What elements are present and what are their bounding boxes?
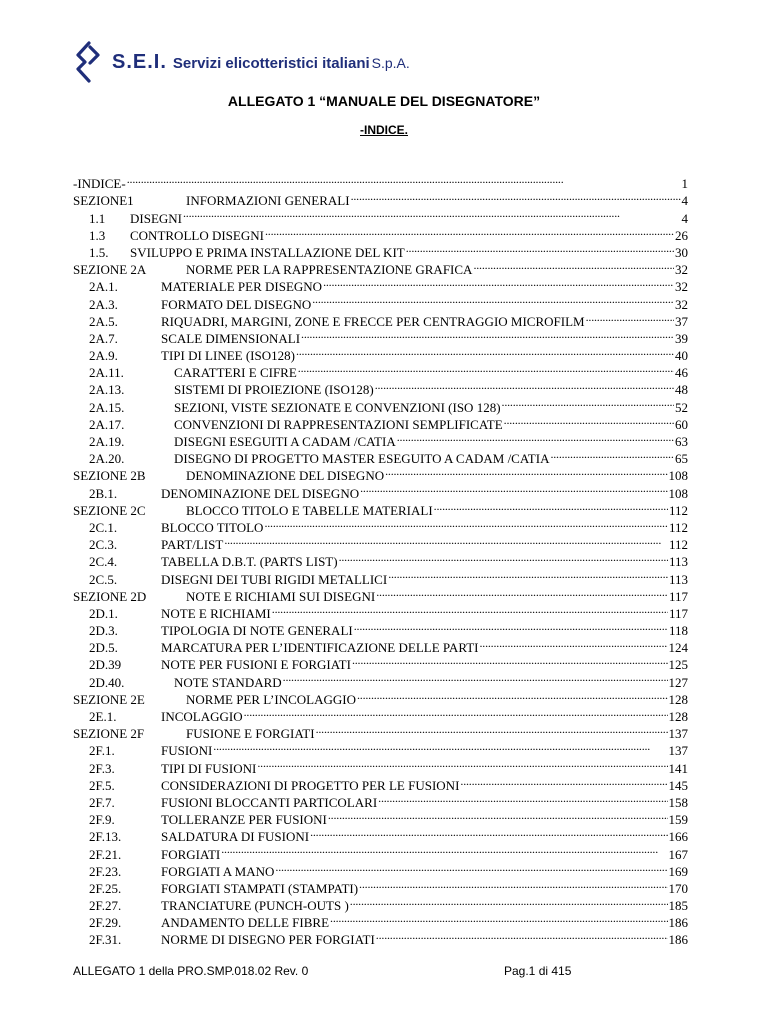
toc-entry[interactable] [73, 652, 688, 673]
toc-dot-leader [282, 669, 668, 686]
toc-entry[interactable] [73, 618, 688, 639]
toc-entry-page: 112 [668, 519, 688, 535]
toc-entry-title: DISEGNI [130, 210, 182, 226]
toc-dot-leader [549, 446, 674, 463]
toc-entry-number: 2A.7. [89, 330, 118, 346]
toc-entry-page: 128 [668, 691, 688, 707]
toc-dot-leader [375, 584, 668, 601]
toc-entry-number: 2F.1. [89, 743, 115, 759]
toc-entry-page: 37 [675, 313, 688, 329]
toc-entry[interactable] [73, 326, 688, 346]
toc-entry-number: 1.1 [89, 210, 106, 226]
toc-entry-title: TRANCIATURE (PUNCH-OUTS ) [161, 898, 349, 914]
toc-entry-title: BLOCCO TITOLO [161, 519, 264, 535]
toc-entry[interactable] [73, 498, 688, 518]
toc-dot-leader [329, 910, 667, 927]
toc-entry-page: 30 [675, 244, 688, 260]
toc-dot-leader [358, 876, 667, 893]
toc-entry-page: 48 [675, 382, 688, 398]
toc-entry-page: 26 [675, 227, 688, 243]
toc-entry-number: 2C.3. [89, 537, 118, 553]
sei-swirl-logo-icon [72, 41, 102, 83]
toc-entry[interactable] [73, 669, 688, 690]
toc-dot-leader [433, 498, 668, 515]
toc-entry-number: 2F.9. [89, 812, 115, 828]
footer-page-info: Pag.1 di 415 [504, 964, 572, 978]
toc-entry-title: RIQUADRI, MARGINI, ZONE E FRECCE PER CENTRAGGIO MICROFILM [161, 313, 585, 329]
toc-entry-title: CARATTERI E CIFRE [174, 365, 297, 381]
toc-dot-leader [396, 429, 674, 446]
toc-entry-number: SEZIONE1 [73, 193, 134, 209]
toc-entry-title: MATERIALE PER DISEGNO [161, 279, 323, 295]
toc-entry-page: 108 [668, 468, 688, 484]
toc-entry-title: FUSIONI BLOCCANTI PARTICOLARI [161, 794, 378, 810]
toc-entry-page: 46 [675, 365, 688, 381]
toc-entry-title: DISEGNO DI PROGETTO MASTER ESEGUITO A CADAM /CATIA [174, 451, 550, 467]
toc-entry-page: 127 [668, 674, 688, 690]
toc-entry[interactable] [73, 549, 688, 570]
toc-entry-title: NOTE E RICHIAMI SUI DISEGNI [186, 588, 376, 604]
toc-entry-page: 128 [668, 709, 688, 724]
toc-entry[interactable] [73, 223, 688, 243]
toc-entry[interactable] [73, 205, 688, 226]
toc-entry[interactable] [73, 927, 688, 948]
toc-dot-leader [356, 687, 668, 704]
toc-dot-leader [300, 326, 674, 343]
toc-entry-page: 186 [668, 932, 688, 948]
logo-brand: S.E.I. [112, 50, 167, 73]
toc-entry-number: 2A.11. [89, 365, 124, 381]
toc-dot-leader [256, 755, 667, 772]
toc-entry[interactable] [73, 910, 688, 931]
toc-entry-number: 2A.3. [89, 296, 118, 312]
toc-entry[interactable] [73, 429, 688, 449]
toc-dot-leader [585, 309, 674, 326]
toc-entry-number: 2F.21. [89, 846, 122, 862]
toc-entry-number: -INDICE- [73, 176, 126, 192]
logo-suffix: S.p.A. [371, 54, 410, 71]
toc-entry-page: 117 [668, 588, 688, 604]
toc-entry-number: 2F.23. [89, 863, 122, 879]
toc-entry-page: 108 [668, 485, 688, 501]
toc-entry-title: FORGIATI [161, 846, 221, 862]
toc-entry-title: NORME PER L’INCOLAGGIO [186, 691, 356, 707]
toc-entry-number: 2A.20. [89, 451, 125, 467]
toc-dot-leader [327, 807, 668, 824]
toc-entry-title: SEZIONI, VISTE SEZIONATE E CONVENZIONI (ISO 128) [174, 399, 501, 415]
toc-entry-number: 2C.1. [89, 519, 118, 535]
toc-entry-title: DENOMINAZIONE DEL DISEGNO [186, 468, 385, 484]
toc-entry-title: ANDAMENTO DELLE FIBRE [161, 915, 330, 931]
toc-dot-leader [220, 841, 667, 858]
toc-entry[interactable] [73, 807, 688, 828]
toc-entry-title: FORMATO DEL DISEGNO [161, 296, 312, 312]
toc-entry[interactable] [73, 790, 688, 810]
toc-entry-title: TOLLERANZE PER FUSIONI [161, 812, 327, 828]
table-of-contents [73, 171, 688, 948]
toc-dot-leader [271, 601, 668, 618]
toc-dot-leader [212, 738, 667, 755]
toc-entry[interactable] [73, 515, 688, 535]
toc-dot-leader [478, 635, 667, 652]
toc-entry-page: 52 [675, 399, 688, 415]
toc-entry[interactable] [73, 841, 688, 862]
toc-dot-leader [350, 188, 681, 205]
toc-entry-title: SVILUPPO E PRIMA INSTALLAZIONE DEL KIT [130, 244, 405, 260]
toc-entry-page: 158 [668, 794, 688, 810]
toc-entry-number: 2F.7. [89, 794, 115, 810]
toc-entry-page: 112 [668, 502, 688, 518]
toc-entry-page: 65 [675, 451, 688, 467]
toc-entry-title: INFORMAZIONI GENERALI [186, 193, 350, 209]
toc-dot-leader [126, 171, 681, 188]
document-title: ALLEGATO 1 “MANUALE DEL DISEGNATORE” [227, 93, 541, 109]
toc-entry[interactable] [73, 738, 688, 759]
toc-dot-leader [459, 773, 667, 790]
toc-entry-number: 2F.27. [89, 898, 122, 914]
toc-entry-page: 117 [668, 605, 688, 621]
toc-entry-number: 2E.1. [89, 709, 117, 724]
toc-entry-number: 2F.13. [89, 829, 122, 845]
toc-entry-title: FORGIATI STAMPATI (STAMPATI) [161, 880, 359, 896]
toc-dot-leader [182, 205, 681, 222]
toc-entry-title: TABELLA D.B.T. (PARTS LIST) [161, 554, 338, 570]
toc-entry-number: 2F.29. [89, 915, 122, 931]
toc-entry-number: 2D.40. [89, 674, 125, 690]
toc-entry-title: FUSIONI [161, 743, 213, 759]
toc-dot-leader [274, 859, 667, 876]
toc-entry-title: DISEGNI DEI TUBI RIGIDI METALLICI [161, 571, 388, 587]
toc-entry-title: INCOLAGGIO [161, 709, 243, 724]
toc-dot-leader [263, 515, 668, 532]
toc-entry-page: 145 [668, 777, 688, 793]
company-name [112, 51, 410, 74]
toc-entry[interactable] [73, 480, 688, 501]
index-heading: -INDICE. [360, 123, 408, 137]
toc-entry-page: 4 [681, 193, 688, 209]
toc-entry-number: 2A.15. [89, 399, 125, 415]
toc-dot-leader [472, 257, 674, 274]
toc-entry-title: BLOCCO TITOLO E TABELLE MATERIALI [186, 502, 433, 518]
toc-entry-page: 186 [668, 915, 688, 931]
toc-entry-number: SEZIONE 2E [73, 691, 145, 707]
toc-entry-page: 169 [668, 863, 688, 879]
toc-entry[interactable] [73, 412, 688, 432]
logo-full-name: Servizi elicotteristici italiani [172, 54, 370, 72]
toc-entry-title: CONVENZIONI DI RAPPRESENTAZIONI SEMPLIFICATE [174, 416, 503, 432]
toc-entry-title: NOTE PER FUSIONI E FORGIATI [161, 657, 351, 673]
toc-entry-title: DENOMINAZIONE DEL DISEGNO [161, 485, 360, 501]
toc-entry-page: 32 [675, 279, 688, 295]
toc-entry-number: SEZIONE 2D [73, 588, 147, 604]
toc-entry-title: CONSIDERAZIONI DI PROGETTO PER LE FUSIONI [161, 777, 460, 793]
toc-dot-leader [377, 790, 667, 807]
toc-entry-number: SEZIONE 2C [73, 502, 146, 518]
toc-entry-number: 2F.5. [89, 777, 115, 793]
toc-entry-title: TIPI DI FUSIONI [161, 760, 257, 776]
toc-entry-number: 2A.17. [89, 416, 125, 432]
toc-entry[interactable] [73, 584, 688, 604]
toc-entry-title: SISTEMI DI PROIEZIONE (ISO128) [174, 382, 374, 398]
toc-entry-page: 4 [681, 210, 688, 226]
toc-entry-title: NORME DI DISEGNO PER FORGIATI [161, 932, 375, 948]
toc-entry[interactable] [73, 566, 688, 587]
toc-entry-page: 39 [675, 330, 688, 346]
toc-dot-leader [338, 549, 668, 566]
toc-entry[interactable] [73, 171, 688, 192]
toc-dot-leader [375, 927, 668, 944]
toc-entry[interactable] [73, 360, 688, 381]
toc-entry[interactable] [73, 721, 688, 742]
toc-dot-leader [311, 291, 674, 308]
toc-entry-page: 113 [668, 554, 688, 570]
toc-entry-number: SEZIONE 2A [73, 262, 147, 278]
toc-entry-number: 2B.1. [89, 485, 118, 501]
toc-dot-leader [264, 223, 674, 240]
toc-dot-leader [374, 377, 674, 394]
toc-dot-leader [315, 721, 668, 738]
toc-dot-leader [384, 463, 667, 480]
toc-dot-leader [351, 652, 668, 669]
toc-entry-number: 2A.5. [89, 313, 118, 329]
toc-entry[interactable] [73, 635, 688, 656]
toc-entry-page: 159 [668, 812, 688, 828]
toc-entry-number: 2F.3. [89, 760, 115, 776]
toc-entry-title: SALDATURA DI FUSIONI [161, 829, 310, 845]
toc-dot-leader [297, 360, 674, 377]
toc-entry-page: 141 [668, 760, 688, 776]
toc-entry-number: 2A.1. [89, 279, 118, 295]
toc-entry-page: 185 [668, 898, 688, 914]
toc-entry-number: 2D.5. [89, 640, 118, 656]
toc-entry-number: 2A.19. [89, 434, 125, 449]
toc-entry-number: 2D.1. [89, 605, 118, 621]
toc-entry-page: 137 [668, 726, 688, 742]
toc-entry-title: NOTE STANDARD [174, 674, 282, 690]
toc-entry[interactable] [73, 859, 688, 879]
toc-entry[interactable] [73, 291, 688, 312]
toc-entry[interactable] [73, 188, 688, 209]
toc-entry[interactable] [73, 687, 688, 707]
toc-entry[interactable] [73, 876, 688, 896]
toc-entry-page: 1 [681, 176, 688, 192]
toc-entry-title: TIPOLOGIA DI NOTE GENERALI [161, 623, 353, 639]
toc-entry-title: SCALE DIMENSIONALI [161, 330, 301, 346]
toc-entry-page: 113 [668, 571, 688, 587]
toc-entry-page: 63 [675, 434, 688, 449]
toc-dot-leader [322, 274, 674, 291]
toc-entry[interactable] [73, 343, 688, 364]
toc-entry[interactable] [73, 257, 688, 278]
toc-entry-title: FUSIONE E FORGIATI [186, 726, 315, 742]
toc-entry-number: 2A.13. [89, 382, 125, 398]
toc-entry-page: 166 [668, 829, 688, 845]
toc-entry-page: 167 [668, 846, 688, 862]
toc-entry[interactable] [73, 824, 688, 845]
toc-entry-page: 32 [675, 296, 688, 312]
toc-entry-title: NOTE E RICHIAMI [161, 605, 271, 621]
toc-dot-leader [405, 240, 674, 257]
toc-dot-leader [243, 704, 668, 721]
toc-entry-number: SEZIONE 2B [73, 468, 146, 484]
toc-entry-title: TIPI DI LINEE (ISO128) [161, 348, 295, 364]
toc-entry[interactable] [73, 240, 688, 260]
toc-entry-number: 1.5. [89, 244, 109, 260]
toc-dot-leader [223, 532, 668, 549]
toc-entry-number: 2D.39 [89, 657, 122, 673]
toc-dot-leader [309, 824, 667, 841]
toc-dot-leader [503, 412, 674, 429]
toc-entry[interactable] [73, 704, 688, 724]
toc-entry[interactable] [73, 274, 688, 295]
toc-entry-number: SEZIONE 2F [73, 726, 145, 742]
toc-entry[interactable] [73, 601, 688, 621]
toc-entry-page: 32 [675, 262, 688, 278]
toc-entry-number: 2C.5. [89, 571, 118, 587]
toc-entry-title: MARCATURA PER L’IDENTIFICAZIONE DELLE PARTI [161, 640, 479, 656]
toc-entry[interactable] [73, 394, 688, 415]
toc-entry[interactable] [73, 893, 688, 914]
company-logo [72, 41, 410, 83]
toc-entry-number: 2D.3. [89, 623, 118, 639]
toc-entry[interactable] [73, 773, 688, 793]
toc-dot-leader [359, 480, 667, 497]
toc-dot-leader [349, 893, 668, 910]
toc-entry-page: 124 [668, 640, 688, 656]
toc-dot-leader [387, 566, 668, 583]
toc-entry-number: 1.3 [89, 227, 106, 243]
toc-entry-title: FORGIATI A MANO [161, 863, 275, 879]
toc-entry-number: 2F.25. [89, 880, 122, 896]
toc-dot-leader [295, 343, 674, 360]
toc-dot-leader [353, 618, 668, 635]
toc-entry-number: 2C.4. [89, 554, 118, 570]
toc-entry-title: NORME PER LA RAPPRESENTAZIONE GRAFICA [186, 262, 473, 278]
toc-entry-title: DISEGNI ESEGUITI A CADAM /CATIA [174, 434, 396, 449]
toc-entry[interactable] [73, 377, 688, 398]
toc-entry-page: 40 [675, 348, 688, 364]
toc-entry-title: CONTROLLO DISEGNI [130, 227, 264, 243]
toc-entry[interactable] [73, 755, 688, 776]
toc-entry-page: 170 [668, 880, 688, 896]
toc-entry-page: 60 [675, 416, 688, 432]
toc-entry[interactable] [73, 309, 688, 329]
toc-entry-number: 2A.9. [89, 348, 118, 364]
footer-document-reference: ALLEGATO 1 della PRO.SMP.018.02 Rev. 0 [73, 964, 309, 978]
toc-entry-page: 125 [668, 657, 688, 673]
toc-entry-page: 112 [668, 537, 688, 553]
toc-entry[interactable] [73, 463, 688, 484]
toc-entry-page: 137 [668, 743, 688, 759]
toc-entry[interactable] [73, 532, 688, 553]
toc-entry[interactable] [73, 446, 688, 467]
toc-entry-title: PART/LIST [161, 537, 224, 553]
toc-dot-leader [501, 394, 674, 411]
toc-entry-page: 118 [668, 623, 688, 639]
toc-entry-number: 2F.31. [89, 932, 122, 948]
